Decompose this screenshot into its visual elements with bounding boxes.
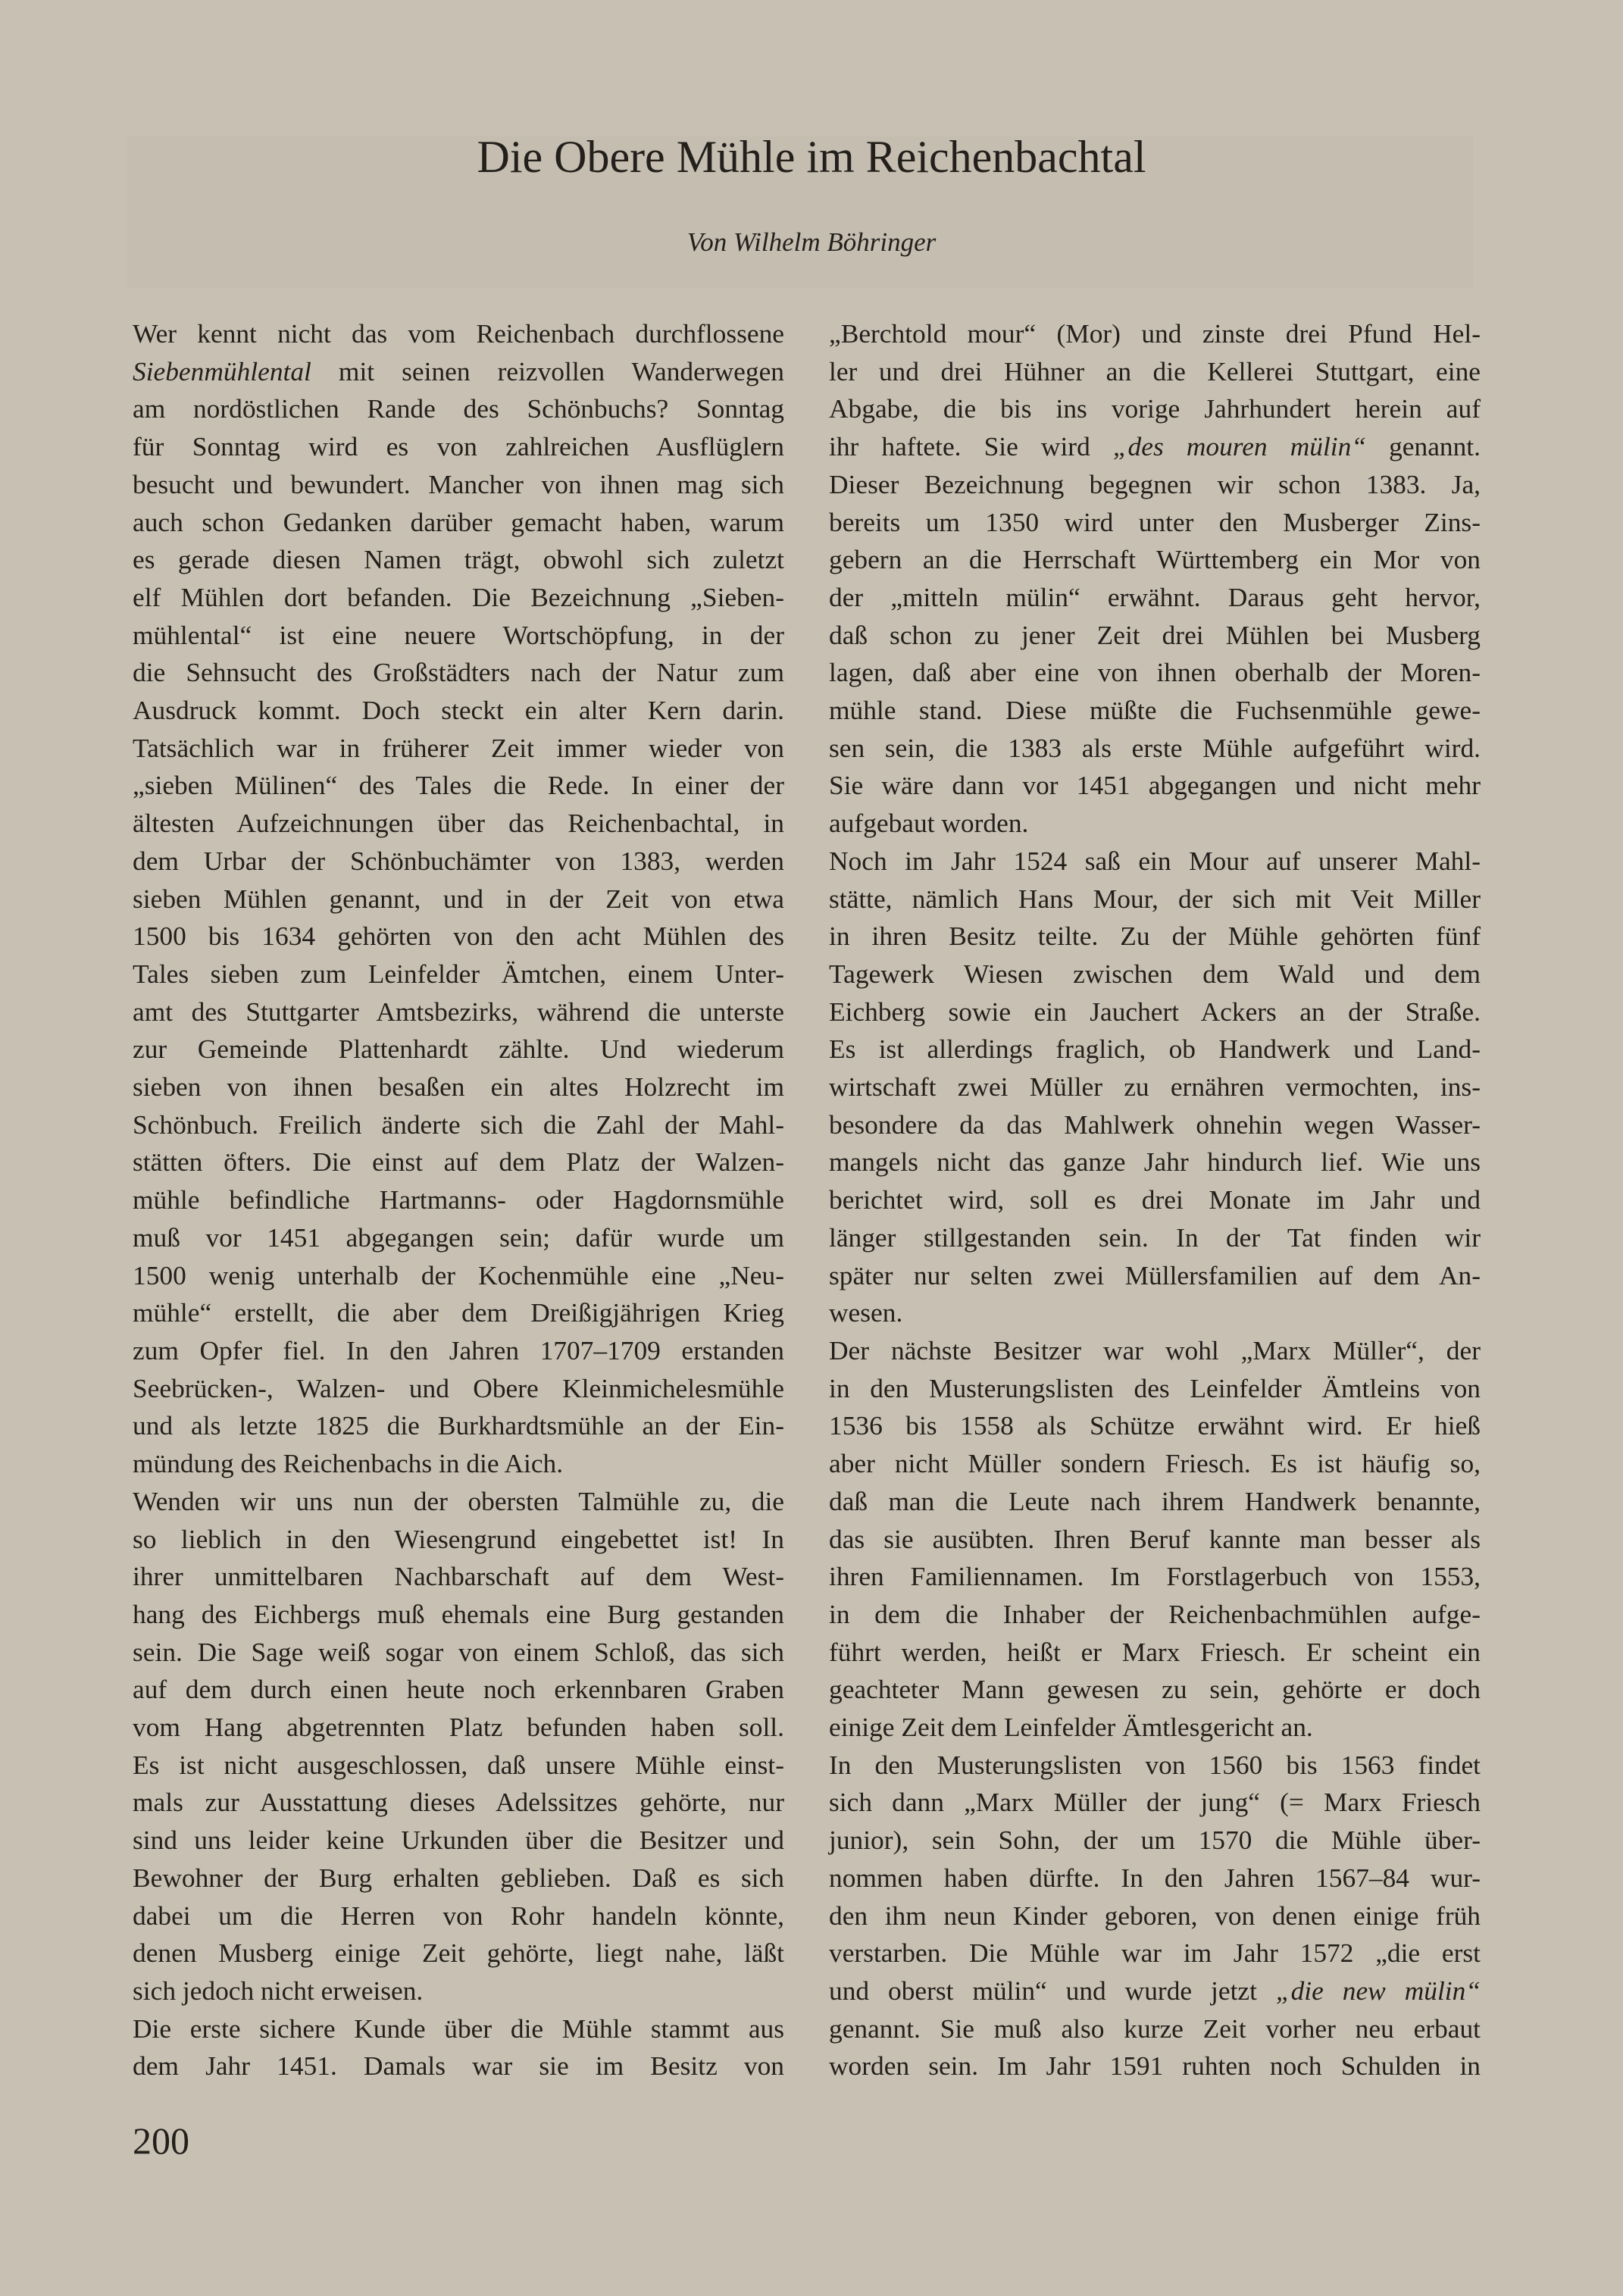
text-segment: elf Mühlen dort befanden. Die Bezeichnung „Sieben- <box>133 581 784 612</box>
text-line <box>133 843 784 881</box>
text-line <box>133 1972 784 2010</box>
text-segment: muß vor 1451 abgegangen sein; dafür wurde um <box>133 1222 784 1253</box>
text-segment: dabei um die Herren von Rohr handeln könnte, <box>133 1900 784 1931</box>
text-line <box>133 2010 784 2048</box>
text-line <box>133 1332 784 1370</box>
text-line <box>829 730 1481 768</box>
text-line <box>133 315 784 353</box>
text-segment: hang des Eichbergs muß ehemals eine Burg gestanden <box>133 1598 784 1629</box>
text-segment: daß schon zu jener Zeit drei Mühlen bei Musberg <box>829 619 1481 650</box>
text-line <box>133 1822 784 1860</box>
text-segment: wesen. <box>829 1297 903 1328</box>
text-segment: in ihren Besitz teilte. Zu der Mühle gehörten fünf <box>829 921 1481 952</box>
text-segment: einige Zeit dem Leinfelder Ämtlesgericht an. <box>829 1712 1313 1743</box>
text-line <box>829 1972 1481 2010</box>
text-segment: worden sein. Im Jahr 1591 ruhten noch Schulden in <box>829 2050 1481 2082</box>
text-segment: Es ist allerdings fraglich, ob Handwerk und Land- <box>829 1034 1481 1065</box>
text-segment: Die erste sichere Kunde über die Mühle stammt aus <box>133 2013 784 2044</box>
text-segment: Schönbuch. Freilich änderte sich die Zahl der Mahl- <box>133 1109 784 1140</box>
italic-text: „des mouren mülin“ <box>1112 431 1367 462</box>
text-line <box>133 881 784 918</box>
text-segment: 1500 bis 1634 gehörten von den acht Mühlen des <box>133 921 784 952</box>
text-segment: sich dann „Marx Müller der jung“ (= Marx Friesch <box>829 1787 1481 1818</box>
text-line <box>133 805 784 843</box>
text-line <box>133 504 784 542</box>
right-text-column <box>829 315 1481 2085</box>
text-segment: den ihm neun Kinder geboren, von denen einige früh <box>829 1900 1481 1931</box>
text-segment: sieben Mühlen genannt, und in der Zeit von etwa <box>133 883 784 914</box>
text-line <box>829 1332 1481 1370</box>
text-segment: Tales sieben zum Leinfelder Ämtchen, einem Unter- <box>133 958 784 989</box>
text-segment: Tagewerk Wiesen zwischen dem Wald und dem <box>829 958 1481 989</box>
text-segment: verstarben. Die Mühle war im Jahr 1572 „die erst <box>829 1938 1481 1969</box>
text-segment: Abgabe, die bis ins vorige Jahrhundert herein auf <box>829 393 1481 424</box>
text-segment: führt werden, heißt er Marx Friesch. Er scheint ein <box>829 1636 1481 1667</box>
text-line <box>829 1257 1481 1295</box>
text-segment: mals zur Ausstattung dieses Adelssitzes gehörte, nur <box>133 1787 784 1818</box>
text-line <box>829 1935 1481 1972</box>
text-segment: vom Hang abgetrennten Platz befunden haben soll. <box>133 1712 784 1743</box>
text-segment: lagen, daß aber eine von ihnen oberhalb der Moren- <box>829 657 1481 688</box>
text-line <box>829 1407 1481 1445</box>
text-line <box>133 1445 784 1483</box>
text-segment: aber nicht Müller sondern Friesch. Es ist häufig so, <box>829 1448 1481 1479</box>
text-segment: mit seinen reizvollen Wanderwegen <box>311 355 784 386</box>
page-number: 200 <box>133 2119 189 2162</box>
text-line <box>829 315 1481 353</box>
text-line <box>829 843 1481 881</box>
text-segment: mangels nicht das ganze Jahr hindurch lief. Wie uns <box>829 1146 1481 1178</box>
text-segment: länger stillgestanden sein. In der Tat finden wir <box>829 1222 1481 1253</box>
text-segment: besondere da das Mahlwerk ohnehin wegen Wasser- <box>829 1109 1481 1140</box>
text-segment: für Sonntag wird es von zahlreichen Ausflüglern <box>133 431 784 462</box>
text-line <box>829 2047 1481 2085</box>
text-line <box>829 767 1481 805</box>
text-line <box>829 1445 1481 1483</box>
text-segment: genannt. <box>1366 431 1481 462</box>
text-line <box>829 881 1481 918</box>
text-segment: mühle befindliche Hartmanns- oder Hagdornsmühle <box>133 1184 784 1215</box>
text-segment: die Sehnsucht des Großstädters nach der Natur zum <box>133 657 784 688</box>
text-segment: später nur selten zwei Müllersfamilien auf dem An- <box>829 1259 1481 1290</box>
text-segment: ler und drei Hühner an die Kellerei Stuttgart, eine <box>829 355 1481 386</box>
text-line <box>829 1219 1481 1257</box>
text-segment: nommen haben dürfte. In den Jahren 1567–84 wur- <box>829 1862 1481 1893</box>
text-line <box>133 993 784 1031</box>
text-segment: stätten öfters. Die einst auf dem Platz der Walzen- <box>133 1146 784 1178</box>
text-line <box>133 692 784 730</box>
text-segment: mühle stand. Diese müßte die Fuchsenmühle gewe- <box>829 695 1481 726</box>
italic-text: „die new mülin“ <box>1275 1975 1481 2006</box>
text-segment: sieben von ihnen besaßen ein altes Holzrecht im <box>133 1071 784 1103</box>
text-line <box>829 353 1481 391</box>
text-line <box>829 617 1481 655</box>
text-line <box>829 1068 1481 1106</box>
text-line <box>133 1935 784 1972</box>
text-segment: Ausdruck kommt. Doch steckt ein alter Kern darin. <box>133 695 784 726</box>
text-segment: besucht und bewundert. Mancher von ihnen mag sich <box>133 468 784 499</box>
text-line <box>133 579 784 617</box>
text-line <box>133 1596 784 1634</box>
text-segment: Sie wäre dann vor 1451 abgegangen und nicht mehr <box>829 770 1481 801</box>
text-segment: so lieblich in den Wiesengrund eingebettet ist! In <box>133 1523 784 1554</box>
text-segment: Eichberg sowie ein Jauchert Ackers an der Straße. <box>829 996 1481 1027</box>
text-line <box>829 1106 1481 1144</box>
text-segment: auch schon Gedanken darüber gemacht haben, warum <box>133 506 784 537</box>
text-segment: mündung des Reichenbachs in die Aich. <box>133 1448 564 1479</box>
text-line <box>133 654 784 692</box>
text-segment: sen sein, die 1383 als erste Mühle aufgeführt wird. <box>829 732 1481 763</box>
text-segment: mühlental“ ist eine neuere Wortschöpfung, in der <box>133 619 784 650</box>
text-line <box>829 1860 1481 1897</box>
text-segment: junior), sein Sohn, der um 1570 die Mühle über- <box>829 1825 1481 1856</box>
text-line <box>133 466 784 504</box>
text-segment: amt des Stuttgarter Amtsbezirks, während die unterste <box>133 996 784 1027</box>
text-line <box>133 1106 784 1144</box>
text-line <box>829 1784 1481 1822</box>
text-segment: gebern an die Herrschaft Württemberg ein Mor von <box>829 544 1481 575</box>
text-segment: Es ist nicht ausgeschlossen, daß unsere Mühle einst- <box>133 1749 784 1780</box>
text-segment: und als letzte 1825 die Burkhardtsmühle an der Ein- <box>133 1410 784 1441</box>
text-line <box>133 390 784 428</box>
text-line <box>133 918 784 956</box>
article-title: Die Obere Mühle im Reichenbachtal <box>477 132 1146 182</box>
text-segment: in dem die Inhaber der Reichenbachmühlen aufge- <box>829 1598 1481 1629</box>
text-segment: in den Musterungslisten des Leinfelder Ämtleins von <box>829 1372 1481 1403</box>
text-line <box>133 1860 784 1897</box>
text-line <box>133 541 784 579</box>
text-segment: ihren Familiennamen. Im Forstlagerbuch von 1553, <box>829 1561 1481 1592</box>
text-segment: aufgebaut worden. <box>829 808 1029 839</box>
text-line <box>133 1897 784 1935</box>
text-line <box>829 654 1481 692</box>
text-line <box>829 390 1481 428</box>
text-segment: dem Urbar der Schönbuchämter von 1383, werden <box>133 845 784 876</box>
text-line <box>829 1671 1481 1709</box>
text-segment: der „mitteln mülin“ erwähnt. Daraus geht hervor, <box>829 581 1481 612</box>
text-line <box>829 692 1481 730</box>
text-line <box>829 993 1481 1031</box>
text-line <box>133 1257 784 1295</box>
text-line <box>133 1031 784 1068</box>
text-line <box>133 1784 784 1822</box>
text-line <box>829 504 1481 542</box>
text-segment: Der nächste Besitzer war wohl „Marx Müller“, der <box>829 1334 1481 1365</box>
text-line <box>829 1709 1481 1747</box>
text-line <box>829 1822 1481 1860</box>
text-line <box>133 353 784 391</box>
text-segment: Seebrücken-, Walzen- und Obere Kleinmichelesmühle <box>133 1372 784 1403</box>
text-line <box>829 1181 1481 1219</box>
text-line <box>133 1709 784 1747</box>
text-line <box>133 1634 784 1672</box>
text-line <box>829 918 1481 956</box>
text-segment: und oberst mülin“ und wurde jetzt <box>829 1975 1276 2006</box>
text-line <box>829 1294 1481 1332</box>
text-line <box>829 428 1481 466</box>
text-segment: es gerade diesen Namen trägt, obwohl sich zuletzt <box>133 544 784 575</box>
text-line <box>133 2047 784 2085</box>
text-segment: Noch im Jahr 1524 saß ein Mour auf unserer Mahl- <box>829 845 1481 876</box>
text-line <box>133 1181 784 1219</box>
italic-text: Siebenmühlental <box>133 355 311 386</box>
text-segment: Wer kennt nicht das vom Reichenbach durchflossene <box>133 318 784 349</box>
text-line <box>829 1483 1481 1521</box>
left-text-column <box>133 315 784 2085</box>
text-line <box>133 1521 784 1559</box>
text-segment: ältesten Aufzeichnungen über das Reichenbachtal, in <box>133 808 784 839</box>
text-segment: 1536 bis 1558 als Schütze erwähnt wird. Er hieß <box>829 1410 1481 1441</box>
text-segment: ihr haftete. Sie wird <box>829 431 1113 462</box>
text-segment: sind uns leider keine Urkunden über die Besitzer und <box>133 1825 784 1856</box>
text-line <box>133 1671 784 1709</box>
text-line <box>133 1558 784 1596</box>
text-line <box>829 541 1481 579</box>
text-segment: bereits um 1350 wird unter den Musberger Zins- <box>829 506 1481 537</box>
text-line <box>133 956 784 993</box>
text-segment: sein. Die Sage weiß sogar von einem Schloß, das sich <box>133 1636 784 1667</box>
text-segment: geachteter Mann gewesen zu sein, gehörte er doch <box>829 1674 1481 1705</box>
text-line <box>829 956 1481 993</box>
text-line <box>133 1294 784 1332</box>
text-line <box>133 1068 784 1106</box>
text-segment: dem Jahr 1451. Damals war sie im Besitz von <box>133 2050 784 2082</box>
text-segment: 1500 wenig unterhalb der Kochenmühle eine „Neu- <box>133 1259 784 1290</box>
text-segment: genannt. Sie muß also kurze Zeit vorher neu erbaut <box>829 2013 1481 2044</box>
text-line <box>133 1483 784 1521</box>
text-line <box>829 1897 1481 1935</box>
text-segment: mühle“ erstellt, die aber dem Dreißigjährigen Krieg <box>133 1297 784 1328</box>
text-line <box>829 1370 1481 1408</box>
text-line <box>133 1747 784 1785</box>
text-segment: Dieser Bezeichnung begegnen wir schon 1383. Ja, <box>829 468 1481 499</box>
text-segment: am nordöstlichen Rande des Schönbuchs? Sonntag <box>133 393 784 424</box>
text-line <box>133 1407 784 1445</box>
text-line <box>829 1143 1481 1181</box>
text-segment: Wenden wir uns nun der obersten Talmühle zu, die <box>133 1485 784 1516</box>
text-line <box>133 428 784 466</box>
text-segment: daß man die Leute nach ihrem Handwerk benannte, <box>829 1485 1481 1516</box>
text-segment: stätte, nämlich Hans Mour, der sich mit Veit Miller <box>829 883 1481 914</box>
text-line <box>829 1634 1481 1672</box>
text-segment: Bewohner der Burg erhalten geblieben. Daß es sich <box>133 1862 784 1893</box>
text-line <box>133 1219 784 1257</box>
text-segment: sich jedoch nicht erweisen. <box>133 1975 424 2006</box>
text-line <box>829 1521 1481 1559</box>
text-segment: wirtschaft zwei Müller zu ernähren vermochten, ins- <box>829 1071 1481 1103</box>
text-line <box>829 579 1481 617</box>
text-line <box>133 617 784 655</box>
text-segment: „sieben Mülinen“ des Tales die Rede. In einer der <box>133 770 784 801</box>
text-segment: „Berchtold mour“ (Mor) und zinste drei Pfund Hel- <box>829 318 1481 349</box>
text-segment: ihrer unmittelbaren Nachbarschaft auf dem West- <box>133 1561 784 1592</box>
text-line <box>829 805 1481 843</box>
text-segment: berichtet wird, soll es drei Monate im Jahr und <box>829 1184 1481 1215</box>
text-segment: zum Opfer fiel. In den Jahren 1707–1709 erstanden <box>133 1334 784 1365</box>
text-line <box>829 1558 1481 1596</box>
text-line <box>133 730 784 768</box>
text-line <box>133 1143 784 1181</box>
text-segment: Tatsächlich war in früherer Zeit immer wieder von <box>133 732 784 763</box>
text-segment: das sie ausübten. Ihren Beruf kannte man besser als <box>829 1523 1481 1554</box>
text-segment: denen Musberg einige Zeit gehörte, liegt nahe, läßt <box>133 1938 784 1969</box>
text-line <box>829 1596 1481 1634</box>
text-line <box>829 2010 1481 2048</box>
text-line <box>829 1747 1481 1785</box>
text-line <box>829 466 1481 504</box>
text-segment: zur Gemeinde Plattenhardt zählte. Und wiederum <box>133 1034 784 1065</box>
text-segment: auf dem durch einen heute noch erkennbaren Graben <box>133 1674 784 1705</box>
text-line <box>829 1031 1481 1068</box>
author-byline: Von Wilhelm Böhringer <box>686 227 937 257</box>
text-line <box>133 1370 784 1408</box>
text-segment: In den Musterungslisten von 1560 bis 1563 findet <box>829 1749 1481 1780</box>
text-line <box>133 767 784 805</box>
